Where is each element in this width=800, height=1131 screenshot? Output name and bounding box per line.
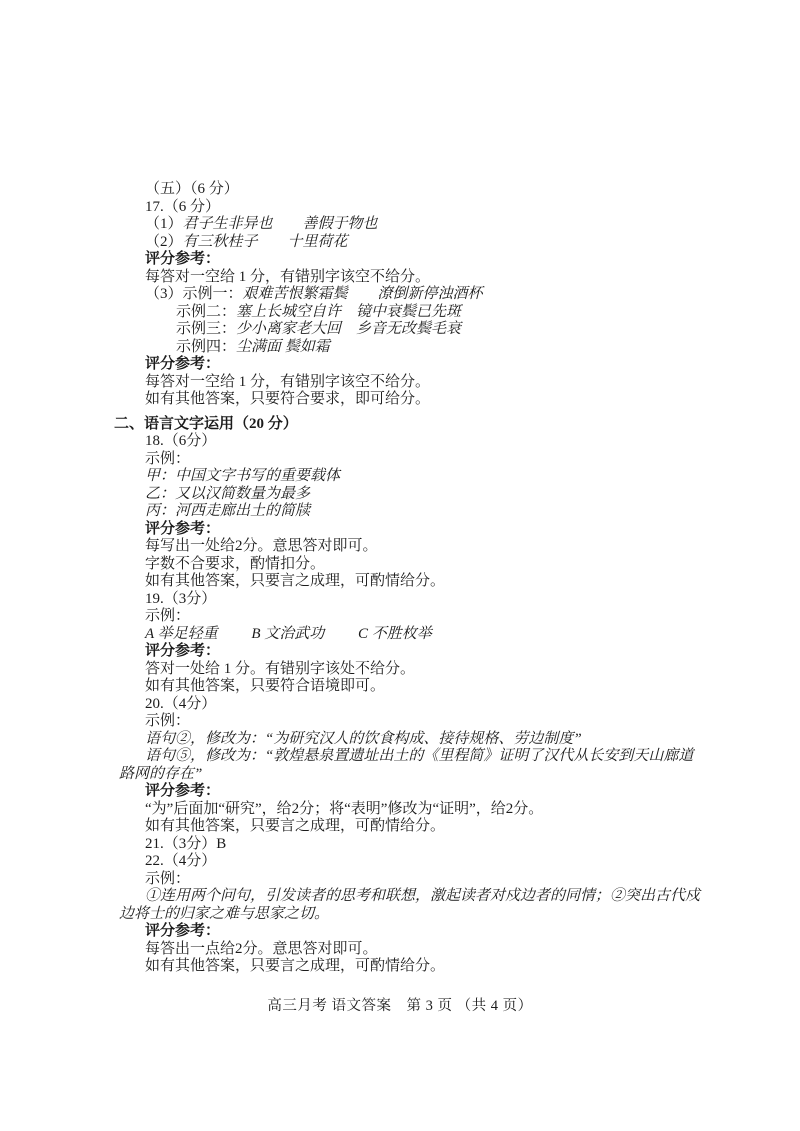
doc-line <box>114 871 692 889</box>
doc-line <box>114 643 692 661</box>
line-text: “为”后面加“研究”，给2分；将“表明”修改为“证明”，给2分。 <box>145 800 544 817</box>
line-text: 示例三： <box>176 321 237 337</box>
answer-text: A 举足轻重 B 文治武功 C 不胜枚举 <box>145 625 432 642</box>
line-text: 每写出一处给2分。意思答对即可。 <box>145 538 378 554</box>
doc-line <box>114 339 692 357</box>
doc-line <box>114 433 692 451</box>
doc-line <box>114 356 692 374</box>
doc-line <box>114 538 692 556</box>
document-body <box>114 181 701 976</box>
doc-line <box>114 286 692 304</box>
doc-line <box>114 713 692 731</box>
doc-line <box>114 216 692 234</box>
doc-line <box>114 888 701 906</box>
line-text: 评分参考： <box>145 251 221 267</box>
doc-line <box>114 608 692 626</box>
line-text: 18.（6分） <box>145 433 217 449</box>
answer-text: 甲：中国文字书写的重要载体 <box>145 468 341 484</box>
doc-line <box>114 391 692 409</box>
line-text: 每答对一空给 1 分，有错别字该空不给分。 <box>145 268 431 285</box>
line-text: 示例： <box>145 713 191 729</box>
line-text: 示例： <box>145 870 191 887</box>
line-text: （2） <box>145 233 183 250</box>
doc-line <box>114 941 692 959</box>
answer-text: 语句⑤，修改为：“敦煌悬泉置遗址出土的《里程简》证明了汉代从长安到天山廊道 <box>145 748 694 764</box>
doc-line <box>114 468 692 486</box>
line-text: 示例二： <box>176 303 237 320</box>
doc-line <box>114 269 692 287</box>
doc-line <box>114 521 692 539</box>
line-text: 21.（3分）B <box>145 835 227 852</box>
line-text: （3）示例一： <box>145 286 243 302</box>
line-text: 22.（4分） <box>145 853 217 869</box>
line-text: （五）（6 分） <box>145 181 239 197</box>
line-text: 评分参考： <box>145 923 221 939</box>
answer-text: 边将士的归家之难与思家之切。 <box>119 905 330 922</box>
doc-line <box>114 836 692 854</box>
line-text: 如有其他答案，只要言之成理，可酌情给分。 <box>145 573 446 589</box>
doc-line <box>114 416 692 434</box>
doc-line <box>114 923 692 941</box>
line-text: 示例： <box>145 608 191 624</box>
doc-line <box>114 556 692 574</box>
answer-text: 塞上长城空自许 镜中衰鬓已先斑 <box>236 303 462 320</box>
line-text: 示例四： <box>176 338 237 355</box>
doc-line <box>114 626 692 644</box>
line-text: 19.（3分） <box>145 590 217 607</box>
doc-line <box>114 199 692 217</box>
doc-line <box>114 906 692 924</box>
line-text: 评分参考： <box>145 643 221 659</box>
line-text: 17.（6 分） <box>145 198 221 215</box>
doc-line <box>114 591 692 609</box>
line-text: 如有其他答案，只要言之成理，可酌情给分。 <box>145 958 446 974</box>
line-text: 评分参考： <box>145 356 221 372</box>
line-text: 字数不合要求，酌情扣分。 <box>145 555 326 572</box>
doc-line <box>114 321 692 339</box>
line-text: 如有其他答案，只要言之成理，可酌情给分。 <box>145 818 446 834</box>
doc-line <box>114 853 692 871</box>
line-text: 答对一处给 1 分。有错别字该处不给分。 <box>145 660 416 677</box>
answer-text: 有三秋桂子 十里荷花 <box>182 233 348 250</box>
answer-text: 君子生非异也 善假于物也 <box>182 216 378 232</box>
answer-text: 少小离家老大回 乡音无改鬓毛衰 <box>236 321 462 337</box>
doc-line <box>114 678 692 696</box>
answer-text: ①连用两个问句，引发读者的思考和联想，激起读者对戍边者的同情；②突出古代戍 <box>145 888 701 904</box>
doc-line <box>114 958 692 976</box>
line-text: 二、语言文字运用（20 分） <box>114 415 298 432</box>
doc-line <box>114 451 692 469</box>
doc-line <box>114 696 692 714</box>
doc-line <box>114 181 692 199</box>
doc-line <box>114 503 692 521</box>
doc-line <box>114 251 692 269</box>
line-text: 评分参考： <box>145 783 221 799</box>
doc-line <box>114 818 692 836</box>
answer-text: 尘满面 鬓如霜 <box>236 338 330 355</box>
doc-line <box>114 766 692 784</box>
doc-line <box>114 573 692 591</box>
answer-text: 乙：又以汉简数量为最多 <box>145 485 311 502</box>
line-text: 每答对一空给 1 分，有错别字该空不给分。 <box>145 373 431 390</box>
line-text: 评分参考： <box>145 520 221 537</box>
line-text: 20.（4分） <box>145 695 217 712</box>
answer-text: 路网的存在” <box>119 765 203 782</box>
doc-line <box>114 661 692 679</box>
doc-line <box>114 748 692 766</box>
answer-text: 艰难苦恨繁霜鬓 潦倒新停浊酒杯 <box>242 286 483 302</box>
doc-line <box>114 731 692 749</box>
doc-line <box>114 783 692 801</box>
line-text: 示例： <box>145 450 191 467</box>
doc-line <box>114 486 692 504</box>
doc-line <box>114 304 692 322</box>
page-footer: 高三月考 语文答案 第 3 页 （共 4 页） <box>267 998 533 1014</box>
answer-text: 丙：河西走廊出土的简牍 <box>145 503 311 519</box>
line-text: （1） <box>145 216 183 232</box>
doc-line <box>114 234 692 252</box>
line-text: 如有其他答案，只要符合语境即可。 <box>145 678 386 694</box>
answer-text: 语句②，修改为：“为研究汉人的饮食构成、接待规格、劳边制度” <box>145 730 582 747</box>
line-text: 每答出一点给2分。意思答对即可。 <box>145 940 378 957</box>
doc-line <box>114 374 692 392</box>
doc-line <box>114 801 692 819</box>
line-text: 如有其他答案，只要符合要求，即可给分。 <box>145 391 431 407</box>
